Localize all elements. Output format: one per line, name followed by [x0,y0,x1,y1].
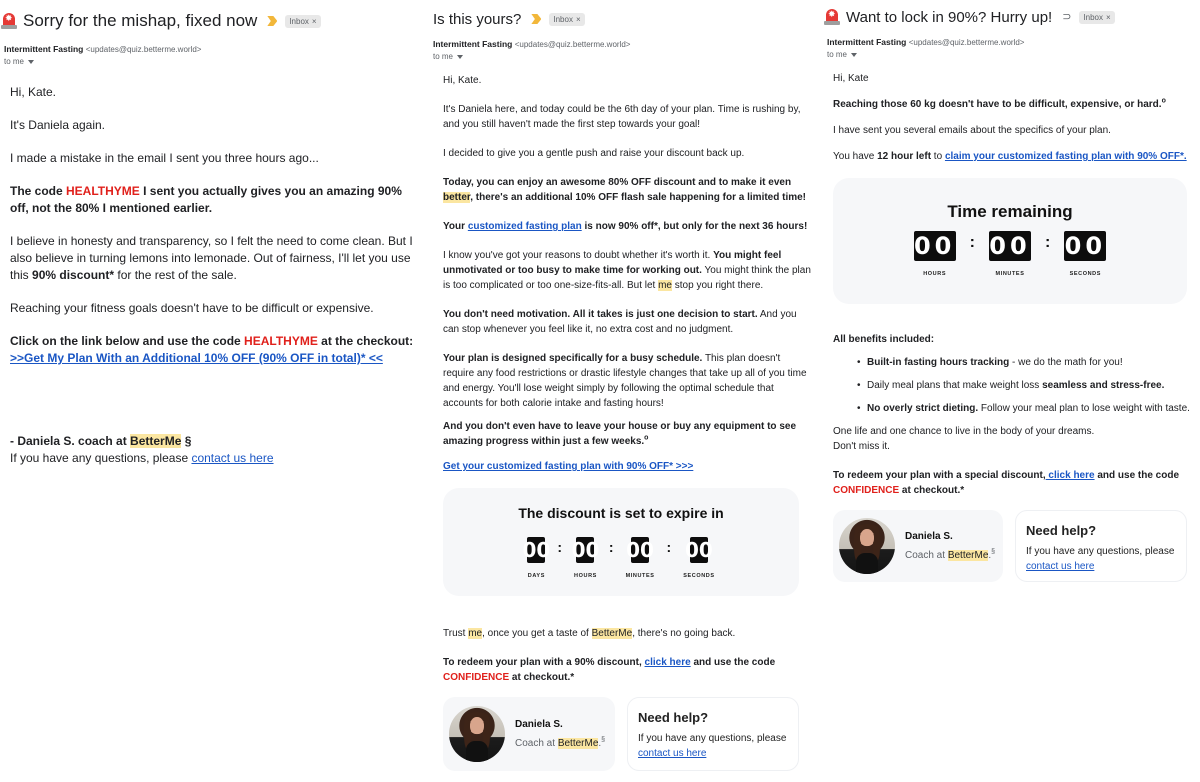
contact-line: If you have any questions, please contact us here [10,451,274,465]
paragraph: Your plan is designed specifically for a busy schedule. This plan doesn't require any food restrictions or drastic lifestyle changes that take up all of you time and energy. You'll lose weight simply by following the optimal schedule that accounts for both calorie intake and fasting hours! [443,353,807,409]
timer-unit-minutes [626,537,655,584]
sender-name[interactable]: Intermittent Fasting [4,44,84,54]
email-panel-3 [823,0,1200,582]
help-title: Need help? [1026,523,1097,538]
paragraph: It's Daniela here, and today could be the 6th day of your plan. Time is rushing by, and you still haven't made the first step towards your goal! [443,104,801,130]
email-panel-1 [0,0,425,467]
inbox-label-text: Inbox [1083,12,1103,22]
contact-us-link[interactable]: contact us here [191,451,274,465]
paragraph: Reaching your fitness goals doesn't have to be difficult or expensive. [10,301,374,315]
countdown-timer [443,488,799,596]
timer-unit-seconds [683,537,714,584]
greeting: Hi, Kate. [10,85,57,99]
timer-digits: 00 [685,537,713,562]
help-title: Need help? [638,710,709,725]
click-here-link[interactable]: click here [1045,470,1095,481]
sender-row [0,44,425,54]
promo-code: CONFIDENCE [833,485,900,496]
recipient-row[interactable] [0,57,425,66]
sender-email: <updates@quiz.betterme.world> [908,38,1025,47]
timer-digits: 00 [913,231,956,260]
paragraph: Your customized fasting plan is now 90% off*, but only for the next 36 hours! [443,221,808,232]
subject-row [433,4,813,34]
timer-unit-minutes [989,231,1031,282]
paragraph: Don't miss it. [833,441,890,452]
remove-label-icon[interactable]: × [575,14,581,24]
timer-unit-seconds [1064,231,1106,282]
coach-card [443,697,615,771]
signature: - Daniela S. coach at BetterMe § [10,434,192,448]
timer-unit-hours [914,231,956,282]
coach-role: Coach at BetterMe.§ [905,548,996,561]
paragraph: One life and one chance to live in the body of your dreams. [833,426,1095,437]
benefit-item: • Built-in fasting hours tracking - we do the math for you! [857,355,1200,370]
not-important-marker-icon[interactable]: ⊃ [1062,11,1072,23]
timer-separator: : [557,539,563,555]
sender-email: <updates@quiz.betterme.world> [514,40,631,49]
claim-plan-link[interactable]: claim your customized fasting plan with 90% OFF*. [944,151,1187,162]
timer-separator: : [666,539,672,555]
paragraph: Trust me, once you get a taste of BetterMe, there's no going back. [443,628,736,639]
timer-title: The discount is set to expire in [518,505,724,521]
email-subject: Sorry for the mishap, fixed now [23,11,258,30]
timer-separator: : [1045,234,1051,251]
coach-avatar [839,518,895,574]
timer-unit-label: DAYS [527,573,545,579]
inbox-label-chip[interactable] [549,13,584,26]
paragraph: I decided to give you a gentle push and raise your discount back up. [443,148,745,159]
remove-label-icon[interactable]: × [311,16,317,26]
recipient-details-caret-icon[interactable] [28,60,34,64]
sender-email: <updates@quiz.betterme.world> [85,45,202,54]
promo-code: CONFIDENCE [443,672,510,683]
subject-row [823,2,1200,32]
paragraph: You have 12 hour left to claim your customized fasting plan with 90% OFF*. [833,151,1187,162]
timer-digits: 00 [522,537,551,562]
inbox-label-text: Inbox [289,16,309,26]
paragraph: And you don't even have to leave your house or buy any equipment to see amazing progress within just a few weeks.$^o$ [443,421,797,447]
timer-digits: 00 [989,231,1031,260]
coach-name: Daniela S. [905,531,953,542]
police-light-icon: ✸ [0,12,18,30]
email-subject: Is this yours? [433,10,522,28]
promo-code: HEALTHYME [66,184,140,198]
timer-unit-label: SECONDS [683,573,715,579]
help-text: If you have any questions, please contact us here [1026,546,1175,572]
timer-digits: 00 [571,537,600,562]
paragraph: You don't need motivation. All it takes is just one decision to start. And you can stop whenever you feel like it, no extra cost and no judgment. [443,309,797,335]
promo-code: HEALTHYME [244,334,318,348]
help-text: If you have any questions, please contact us here [638,733,787,759]
timer-digits: 00 [626,537,654,562]
sender-row [433,39,813,49]
help-card [1015,510,1187,582]
recipient-text: to me [433,52,454,61]
timer-unit-label: HOURS [574,573,597,579]
paragraph: I made a mistake in the email I sent you three hours ago... [10,151,319,165]
email-panel-2 [433,0,813,771]
recipient-text: to me [827,50,848,59]
benefits-title: All benefits included: [833,334,935,345]
paragraph: I have sent you several emails about the specifics of your plan. [833,125,1111,136]
recipient-details-caret-icon[interactable] [457,55,463,59]
timer-unit-days [522,537,551,584]
timer-unit-label: SECONDS [1069,271,1102,277]
police-light-icon: ✸ [823,8,841,26]
paragraph: I know you've got your reasons to doubt whether it's worth it. You might feel unmotivated or too busy to make time for working out. You might think the plan is too complicated or too one-size-fits-all. But let me stop you right there. [443,250,811,291]
sender-name[interactable]: Intermittent Fasting [433,39,513,49]
paragraph: The code HEALTHYME I sent you actually gives you an amazing 90% off, not the 80% I mentioned earlier. [10,184,402,215]
recipient-row[interactable] [823,50,1200,59]
inbox-label-text: Inbox [553,14,573,24]
paragraph: Today, you can enjoy an awesome 80% OFF discount and to make it even better, there's an additional 10% OFF flash sale happening for a limited time! [443,177,807,203]
timer-separator: : [608,539,614,555]
countdown-timer [833,178,1187,304]
important-marker-icon[interactable] [267,16,277,26]
recipient-row[interactable] [433,52,813,61]
get-plan-link[interactable]: >>Get My Plan With an Additional 10% OFF (90% OFF in total)* << [10,351,383,365]
timer-unit-label: MINUTES [995,271,1025,277]
coach-avatar [449,706,505,762]
important-marker-icon[interactable] [531,14,541,24]
recipient-text: to me [4,57,25,66]
email-body [433,73,813,771]
coach-card [833,510,1003,582]
timer-digits: 00 [1064,231,1107,260]
sender-name[interactable]: Intermittent Fasting [827,37,907,47]
remove-label-icon[interactable]: × [1106,12,1111,22]
paragraph: Reaching those 60 kg doesn't have to be difficult, expensive, or hard.$^o$ [833,97,1166,110]
inbox-label-chip[interactable] [285,15,320,28]
benefits-list [857,355,1200,416]
timer-unit-hours [571,537,600,584]
get-plan-link[interactable]: Get your customized fasting plan with 90% OFF* >>> [443,461,694,472]
paragraph: Click on the link below and use the code HEALTHYME at the checkout: [10,334,414,348]
benefit-item: • No overly strict dieting. Follow your meal plan to lose weight with taste. [857,401,1200,416]
email-body [0,84,425,467]
paragraph: To redeem your plan with a special discount, click here and use the code CONFIDENCE at checkout.* [833,470,1180,496]
subject-row [0,6,425,36]
benefit-item: • Daily meal plans that make weight loss seamless and stress-free. [857,378,1200,393]
greeting: Hi, Kate. [443,75,482,86]
timer-unit-label: MINUTES [625,573,655,579]
coach-role: Coach at BetterMe.§ [515,736,606,749]
customized-plan-link[interactable]: customized fasting plan [467,221,582,232]
email-body [823,71,1200,582]
paragraph: I believe in honesty and transparency, so I felt the need to come clean. But I also believe in turning lemons into lemonade. Out of fairness, I'll let you use this 90% discount* for the rest of the sale. [10,234,413,282]
greeting: Hi, Kate [833,73,869,84]
recipient-details-caret-icon[interactable] [851,53,857,57]
timer-title: Time remaining [947,202,1073,221]
inbox-label-chip[interactable] [1079,11,1114,24]
timer-separator: : [969,234,975,251]
paragraph: To redeem your plan with a 90% discount, click here and use the code CONFIDENCE at checkout.* [443,657,776,683]
contact-us-link[interactable]: contact us here [1026,561,1095,572]
click-here-link[interactable]: click here [644,657,691,668]
contact-us-link[interactable]: contact us here [638,748,707,759]
help-card [627,697,799,771]
timer-unit-label: HOURS [923,271,947,277]
email-subject: Want to lock in 90%? Hurry up! [846,8,1053,26]
coach-name: Daniela S. [515,719,563,730]
sender-row [823,37,1200,47]
paragraph: It's Daniela again. [10,118,106,132]
